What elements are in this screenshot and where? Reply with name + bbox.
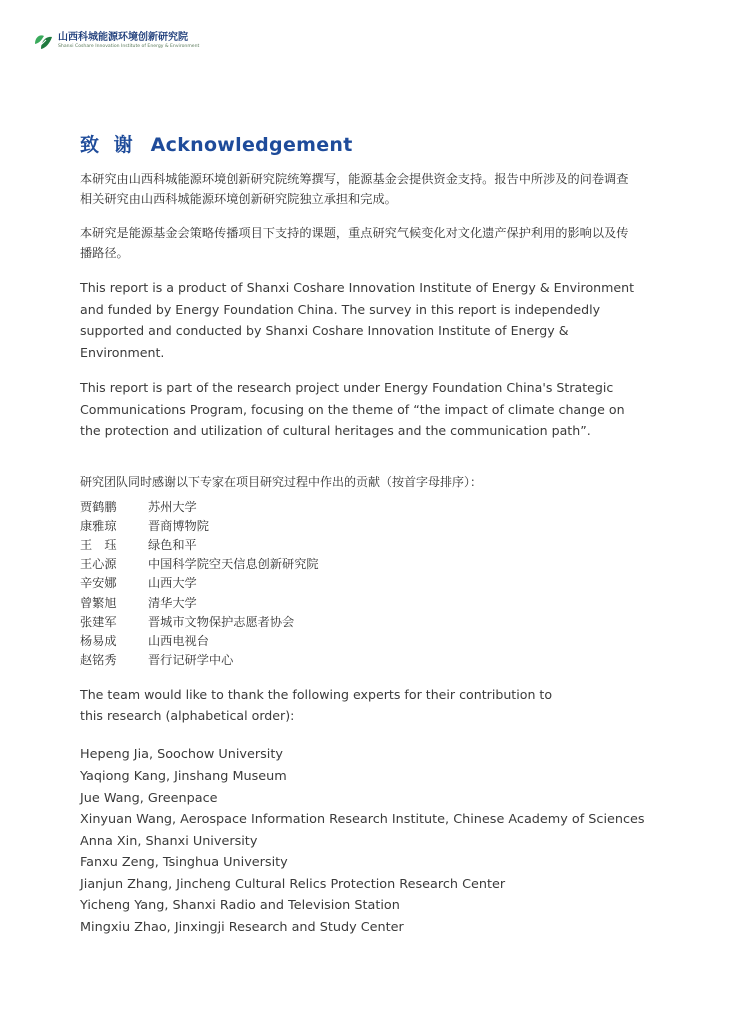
expert-name: 张建军 <box>80 614 117 629</box>
paragraph-cn-1: 本研究由山西科城能源环境创新研究院统筹撰写，能源基金会提供资金支持。报告中所涉及的问卷调查相关研究由山西科城能源环境创新研究院独立承担和完成。 <box>80 172 629 206</box>
expert-org: 山西大学 <box>148 576 197 591</box>
expert-org: 绿色和平 <box>148 537 197 552</box>
expert-name: 贾鹤鹏 <box>80 499 117 514</box>
list-item: Fanxu Zeng, Tsinghua University <box>80 855 288 871</box>
list-item <box>80 555 640 574</box>
expert-list-en <box>80 744 645 938</box>
list-item: Hepeng Jia, Soochow University <box>80 747 283 763</box>
expert-org: 清华大学 <box>148 595 197 610</box>
list-item: Jianjun Zhang, Jincheng Cultural Relics Protection Research Center <box>80 876 506 892</box>
list-item <box>80 498 640 517</box>
list-item: Xinyuan Wang, Aerospace Information Research Institute, Chinese Academy of Sciences <box>80 812 645 828</box>
expert-name: 辛安娜 <box>80 576 117 591</box>
expert-name: 杨易成 <box>80 633 117 648</box>
expert-name: 王心源 <box>80 557 117 572</box>
logo-english-name: Shanxi Coshare Innovation Institute of Energy & Environment <box>58 43 200 49</box>
list-item <box>80 632 640 651</box>
list-item <box>80 574 640 593</box>
expert-name: 王 珏 <box>80 537 117 552</box>
expert-name: 赵铭秀 <box>80 653 117 668</box>
expert-org: 中国科学院空天信息创新研究院 <box>148 557 319 572</box>
expert-org: 晋城市文物保护志愿者协会 <box>148 614 295 629</box>
list-item <box>80 517 640 536</box>
expert-list-cn <box>80 498 640 671</box>
title-english: Acknowledgement <box>150 134 353 156</box>
expert-name: 康雅琼 <box>80 518 117 533</box>
expert-org: 晋行记研学中心 <box>148 653 234 668</box>
leaf-logo-icon <box>32 30 54 52</box>
thanks-heading-cn: 研究团队同时感谢以下专家在项目研究过程中作出的贡献（按首字母排序）： <box>80 474 483 489</box>
acknowledgement-content <box>80 130 645 939</box>
paragraph-en-1: This report is a product of Shanxi Coshare Innovation Institute of Energy & Environment and funded by Energy Foundation China. The survey in this report is independedly supported and conducted by Shanxi Coshare Innovation Institute of Energy & Environment. <box>80 280 635 360</box>
page-title <box>80 130 640 157</box>
list-item: Anna Xin, Shanxi University <box>80 833 258 849</box>
expert-org: 苏州大学 <box>148 499 197 514</box>
logo-chinese-name: 山西科城能源环境创新研究院 <box>58 31 188 43</box>
list-item: Mingxiu Zhao, Jinxingji Research and Study Center <box>80 920 404 936</box>
expert-org: 山西电视台 <box>148 633 209 648</box>
paragraph-en-2: This report is part of the research project under Energy Foundation China's Strategic Communications Program, focusing on the theme of “the impact of climate change on the protection and utilization of cultural heritages and the communication path”. <box>80 380 625 438</box>
thanks-heading-en: The team would like to thank the following experts for their contribution to this research (alphabetical order): <box>80 687 553 724</box>
list-item <box>80 651 640 670</box>
list-item: Jue Wang, Greenpace <box>80 790 218 806</box>
expert-org: 晋商博物院 <box>148 518 209 533</box>
list-item <box>80 594 640 613</box>
list-item: Yaqiong Kang, Jinshang Museum <box>80 768 287 784</box>
list-item <box>80 613 640 632</box>
institute-logo <box>32 28 199 54</box>
list-item <box>80 536 640 555</box>
paragraph-cn-2: 本研究是能源基金会策略传播项目下支持的课题，重点研究气候变化对文化遗产保护利用的影响以及传播路径。 <box>80 226 629 260</box>
list-item: Yicheng Yang, Shanxi Radio and Television Station <box>80 898 400 914</box>
expert-name: 曾繁旭 <box>80 595 117 610</box>
title-chinese: 致 谢 <box>80 134 137 156</box>
